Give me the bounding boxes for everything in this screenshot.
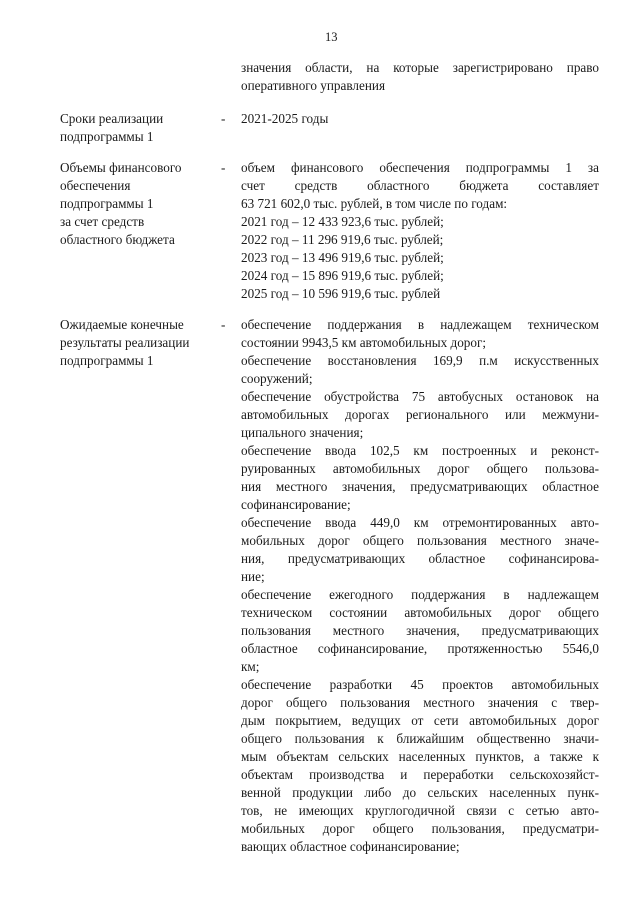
funding-year-line: 2022 год – 11 296 919,6 тыс. рублей; — [241, 232, 444, 247]
funding-line: объем финансового обеспечения подпрограммы 1 за — [241, 160, 599, 175]
funding-dash: - — [221, 160, 226, 175]
funding-label-line: областного бюджета — [60, 232, 175, 247]
results-line: сооружений; — [241, 371, 313, 386]
results-line: км; — [241, 659, 260, 674]
intro-line: значения области, на которые зарегистрировано право — [241, 60, 599, 75]
funding-year-line: 2024 год – 15 896 919,6 тыс. рублей; — [241, 268, 444, 283]
funding-year-line: 2021 год – 12 433 923,6 тыс. рублей; — [241, 214, 444, 229]
results-line: обеспечение поддержания в надлежащем техническом — [241, 317, 599, 332]
results-line: дым покрытием, ведущих от сети автомобильных дорог — [241, 713, 599, 728]
results-line: пользования местного значения, предусматривающих — [241, 623, 599, 638]
funding-label-line: Объемы финансового — [60, 160, 182, 175]
funding-label-line: за счет средств — [60, 214, 145, 229]
timing-label-line: подпрограммы 1 — [60, 129, 154, 144]
results-line: областное софинансирование, протяженностью 5546,0 — [241, 641, 599, 656]
results-line: софинансирование; — [241, 497, 351, 512]
results-line: венной продукции либо до сельских населенных пунк- — [241, 785, 599, 800]
timing-dash: - — [221, 111, 226, 126]
funding-year-line: 2023 год – 13 496 919,6 тыс. рублей; — [241, 250, 444, 265]
results-line: автомобильных дорогах регионального или межмуни- — [241, 407, 599, 422]
results-line: ние; — [241, 569, 265, 584]
results-label-line: результаты реализации — [60, 335, 190, 350]
results-line: техническом состоянии автомобильных дорог общего — [241, 605, 599, 620]
results-line: дорог общего пользования местного значения с твер- — [241, 695, 599, 710]
funding-line: 63 721 602,0 тыс. рублей, в том числе по годам: — [241, 196, 508, 211]
results-line: обеспечение ввода 449,0 км отремонтированных авто- — [241, 515, 599, 530]
timing-label-line: Сроки реализации — [60, 111, 164, 126]
funding-year-line: 2025 год – 10 596 919,6 тыс. рублей — [241, 286, 441, 301]
results-line: тов, не имеющих круглогодичной связи с сетью авто- — [241, 803, 599, 818]
results-line: обеспечение разработки 45 проектов автомобильных — [241, 677, 599, 692]
results-line: обеспечение обустройства 75 автобусных остановок на — [241, 389, 599, 404]
intro-line: оперативного управления — [241, 78, 386, 93]
page-number: 13 — [325, 30, 338, 44]
results-line: ния местного значения, предусматривающих областное — [241, 479, 599, 494]
results-dash: - — [221, 317, 226, 332]
funding-label-line: обеспечения — [60, 178, 131, 193]
results-label-line: Ожидаемые конечные — [60, 317, 184, 332]
results-line: мобильных дорог общего пользования местного значе- — [241, 533, 599, 548]
results-line: обеспечение восстановления 169,9 п.м искусственных — [241, 353, 599, 368]
timing-value: 2021-2025 годы — [241, 111, 329, 126]
results-line: мым объектам сельских населенных пунктов, а также к — [241, 749, 599, 764]
results-line: состоянии 9943,5 км автомобильных дорог; — [241, 335, 487, 350]
results-line: ния, предусматривающих областное софинансирова- — [241, 551, 599, 566]
results-line: обеспечение ввода 102,5 км построенных и реконст- — [241, 443, 599, 458]
funding-line: счет средств областного бюджета составляет — [241, 178, 599, 193]
results-line: общего пользования к ближайшим общественно значи- — [241, 731, 599, 746]
results-line: ципального значения; — [241, 425, 364, 440]
results-line: объектам производства и переработки сельскохозяйст- — [241, 767, 599, 782]
results-line: руированных автомобильных дорог общего пользова- — [241, 461, 599, 476]
results-line: вающих областное софинансирование; — [241, 839, 460, 854]
funding-label-line: подпрограммы 1 — [60, 196, 154, 211]
results-line: обеспечение ежегодного поддержания в надлежащем — [241, 587, 599, 602]
results-line: мобильных дорог общего пользования, предусматри- — [241, 821, 599, 836]
results-label-line: подпрограммы 1 — [60, 353, 154, 368]
